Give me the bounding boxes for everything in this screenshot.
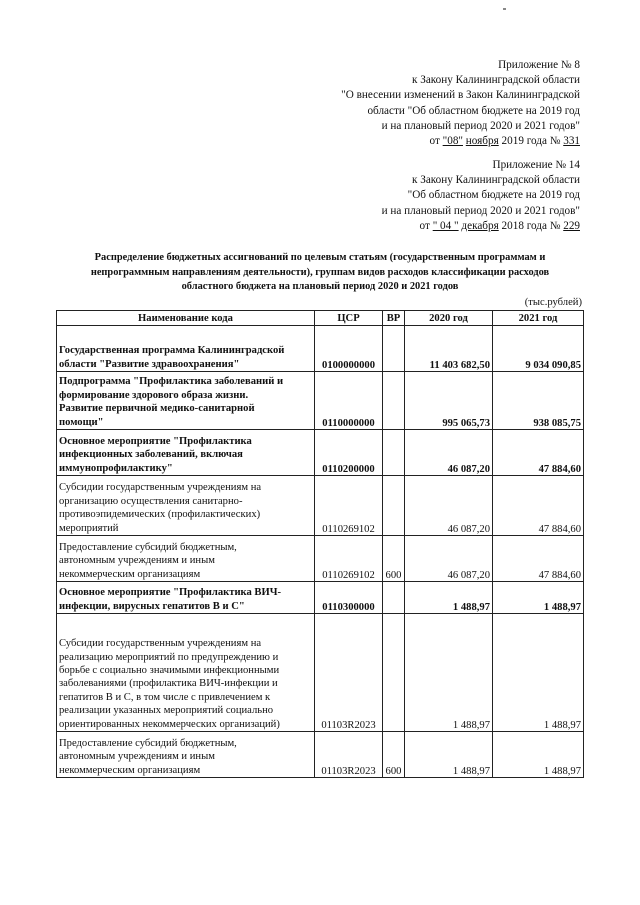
appendix-8-law-title-2: области "Об областном бюджете на 2019 год (367, 104, 580, 117)
appendix-14-law-title-2: и на плановый период 2020 и 2021 годов" (381, 204, 580, 217)
name-line: заболеваниями (профилактика ВИЧ-инфекции и (59, 678, 278, 690)
law-number: 229 (563, 219, 580, 232)
row-vr (383, 582, 405, 614)
table-row (57, 732, 584, 778)
row-csr: 0100000000 (315, 326, 383, 372)
row-2020: 46 087,20 (405, 476, 493, 536)
row-vr (383, 326, 405, 372)
row-csr: 0110269102 (315, 476, 383, 536)
name-line: реализацию мероприятий по предупреждению и (59, 651, 279, 663)
date-month: ноября (465, 135, 499, 148)
row-name (57, 582, 315, 614)
name-line: организацию осуществления санитарно- (59, 495, 243, 507)
row-csr: 01103R2023 (315, 732, 383, 778)
name-line: автономным учреждениям и иным (59, 751, 215, 763)
row-2020: 11 403 682,50 (405, 326, 493, 372)
row-2021: 47 884,60 (493, 430, 584, 476)
table-row (57, 582, 584, 614)
row-csr: 01103R2023 (315, 614, 383, 732)
col-header-2021: 2021 год (493, 311, 584, 326)
appendix-8-date (341, 134, 580, 149)
col-header-csr: ЦСР (315, 311, 383, 326)
name-line: противоэпидемических (профилактических) (59, 509, 261, 521)
name-line: инфекционных заболеваний, включая (59, 449, 243, 461)
appendix-8-number: Приложение № 8 (498, 59, 580, 71)
name-line: инфекции, вирусных гепатитов В и С" (59, 600, 245, 612)
row-vr: 600 (383, 536, 405, 582)
row-name (57, 536, 315, 582)
row-name (57, 372, 315, 430)
title-line: Распределение бюджетных ассигнований по целевым статьям (государственным программам и (94, 252, 546, 263)
name-line: формирование здорового образа жизни. (59, 389, 249, 401)
row-vr (383, 476, 405, 536)
name-line: ориентированных некоммерческих организаций) (59, 718, 280, 730)
row-csr: 0110300000 (315, 582, 383, 614)
appendix-8-law-title-3: и на плановый период 2020 и 2021 годов" (381, 119, 580, 132)
name-line: Субсидии государственным учреждениям на (59, 482, 262, 494)
row-vr (383, 430, 405, 476)
name-line: Предоставление субсидий бюджетным, (59, 541, 237, 553)
document-title (60, 251, 580, 295)
date-prefix: от (419, 219, 433, 232)
name-line: мероприятий (59, 522, 119, 534)
appendix-8-header (341, 58, 580, 149)
appendix-8-law-title-1: "О внесении изменений в Закон Калининградской (341, 89, 580, 102)
name-line: некоммерческим организациям (59, 568, 201, 580)
scan-speck (503, 8, 506, 10)
name-line: Государственная программа Калининградской (59, 345, 285, 357)
row-name (57, 476, 315, 536)
row-2021: 47 884,60 (493, 476, 584, 536)
date-prefix: от (429, 135, 443, 148)
table-row (57, 430, 584, 476)
table-row (57, 326, 584, 372)
date-month: декабря (461, 219, 499, 232)
budget-table (56, 310, 584, 778)
row-2020: 1 488,97 (405, 582, 493, 614)
appendix-8-law-ref: к Закону Калининградской области (412, 74, 580, 87)
row-vr: 600 (383, 732, 405, 778)
row-name (57, 326, 315, 372)
table-row (57, 536, 584, 582)
name-line: некоммерческим организациям (59, 764, 201, 776)
name-line: гепатитов В и С, в том числе с привлечением к (59, 691, 271, 703)
row-2021: 938 085,75 (493, 372, 584, 430)
row-2021: 47 884,60 (493, 536, 584, 582)
row-2020: 995 065,73 (405, 372, 493, 430)
title-line: непрограммным направлениям деятельности), группам видов расходов классификации расходов (90, 266, 550, 278)
table-row (57, 372, 584, 430)
name-line: Развитие первичной медико-санитарной (59, 403, 255, 415)
row-2020: 46 087,20 (405, 536, 493, 582)
col-header-vr: ВР (383, 311, 405, 326)
appendix-14-date (382, 219, 580, 234)
row-2021: 1 488,97 (493, 614, 584, 732)
name-line: Субсидии государственным учреждениям на (59, 638, 262, 650)
appendix-14-law-ref: к Закону Калининградской области (412, 174, 580, 187)
name-line: Основное мероприятие "Профилактика ВИЧ- (59, 587, 282, 599)
name-line: Подпрограмма "Профилактика заболеваний и (59, 376, 284, 388)
name-line: реализации указанных мероприятий социально (59, 705, 274, 717)
row-2020: 1 488,97 (405, 732, 493, 778)
row-name (57, 430, 315, 476)
appendix-14-header (382, 158, 580, 234)
table-header-row (57, 311, 584, 326)
row-csr: 0110000000 (315, 372, 383, 430)
row-name (57, 614, 315, 732)
row-2021: 9 034 090,85 (493, 326, 584, 372)
row-2021: 1 488,97 (493, 732, 584, 778)
date-day: "08" (442, 135, 463, 148)
name-line: иммунопрофилактику" (59, 462, 173, 474)
name-line: области "Развитие здравоохранения" (59, 358, 240, 370)
col-header-2020: 2020 год (405, 311, 493, 326)
appendix-14-law-title-1: "Об областном бюджете на 2019 год (407, 189, 580, 202)
title-line: областного бюджета на плановый период 2020 и 2021 годов (181, 281, 459, 293)
col-header-name: Наименование кода (57, 311, 315, 326)
name-line: помощи" (59, 416, 104, 428)
table-row (57, 614, 584, 732)
row-csr: 0110200000 (315, 430, 383, 476)
name-line: автономным учреждениям и иным (59, 555, 215, 567)
row-name (57, 732, 315, 778)
row-csr: 0110269102 (315, 536, 383, 582)
row-vr (383, 614, 405, 732)
name-line: борьбе с социально значимыми инфекционными (59, 664, 280, 676)
date-year: 2018 года № (498, 219, 564, 232)
row-2021: 1 488,97 (493, 582, 584, 614)
units-label: (тыс.рублей) (524, 297, 582, 308)
name-line: Основное мероприятие "Профилактика (59, 435, 252, 447)
law-number: 331 (563, 135, 580, 148)
name-line: Предоставление субсидий бюджетным, (59, 737, 237, 749)
row-2020: 46 087,20 (405, 430, 493, 476)
date-year: 2019 года № (498, 135, 564, 148)
date-day: " 04 " (432, 219, 459, 232)
table-row (57, 476, 584, 536)
row-vr (383, 372, 405, 430)
row-2020: 1 488,97 (405, 614, 493, 732)
appendix-14-number: Приложение № 14 (492, 159, 580, 171)
